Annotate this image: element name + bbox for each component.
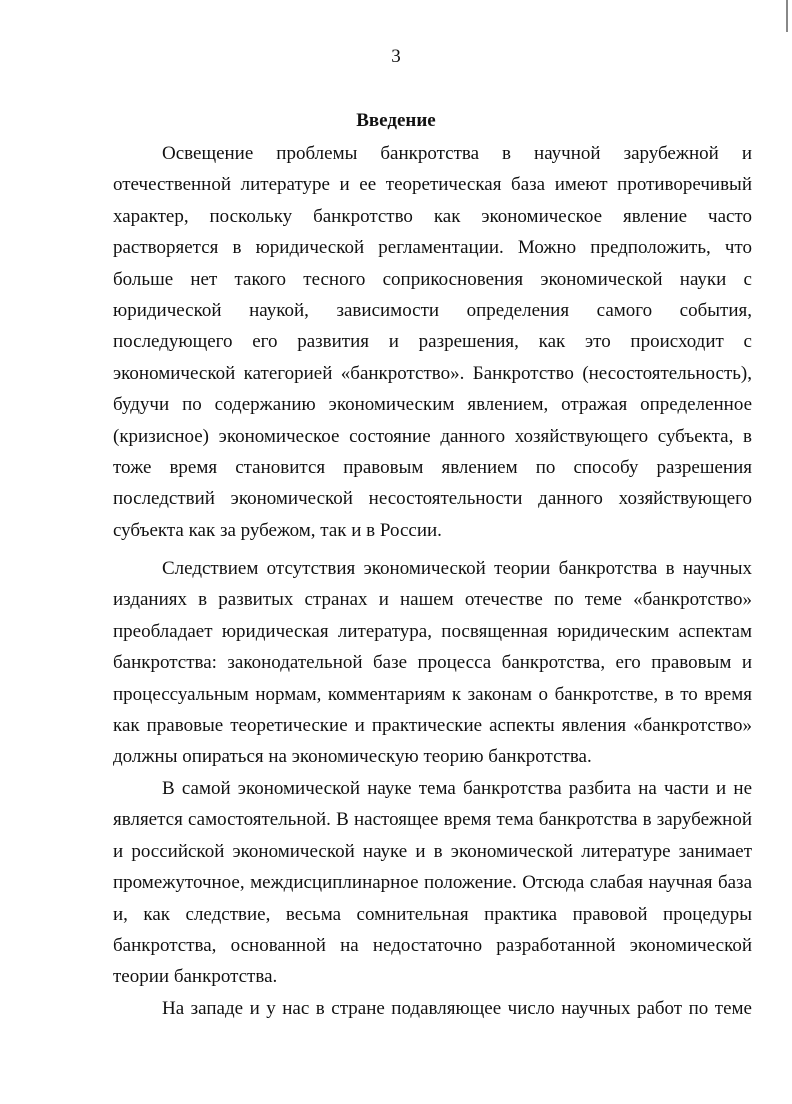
paragraph-3-line: теории банкротства. xyxy=(113,966,278,988)
paragraph-1-line: больше нет такого тесного соприкосновения экономической науки с xyxy=(113,268,752,290)
paragraph-3-line: и, как следствие, весьма сомнительная практика правовой процедуры xyxy=(113,903,752,925)
paragraph-1-line: последствий экономической несостоятельности данного хозяйствующего xyxy=(113,488,752,510)
paragraph-1-line: тоже время становится правовым явлением по способу разрешения xyxy=(113,457,752,478)
paragraph-2-line: изданиях в развитых странах и нашем отечестве по теме «банкротство» xyxy=(113,589,752,611)
paragraph-2-line: как правовые теоретические и практические аспекты явления «банкротство» xyxy=(113,715,752,736)
paragraph-1-line: отечественной литературе и ее теоретическая база имеют противоречивый xyxy=(113,174,752,196)
paragraph-1-line: Освещение проблемы банкротства в научной зарубежной и xyxy=(162,143,752,164)
paragraph-1-line: растворяется в юридической регламентации. Можно предположить, что xyxy=(113,237,752,259)
paragraph-2-line: должны опираться на экономическую теорию банкротства. xyxy=(113,746,592,768)
paragraph-3-line: промежуточное, междисциплинарное положение. Отсюда слабая научная база xyxy=(113,872,752,894)
paragraph-4-line: На западе и у нас в стране подавляющее число научных работ по теме xyxy=(162,998,752,1019)
paragraph-1-line: характер, поскольку банкротство как экономическое явление часто xyxy=(113,205,752,227)
paragraph-1-line: последующего его развития и разрешения, как это происходит с xyxy=(113,331,752,353)
paragraph-2-line: Следствием отсутствия экономической теории банкротства в научных xyxy=(162,558,752,579)
paragraph-3-line: и российской экономической науке и в экономической литературе занимает xyxy=(113,840,752,862)
paragraph-1-line: (кризисное) экономическое состояние данного хозяйствующего субъекта, в xyxy=(113,425,752,447)
section-title: Введение xyxy=(356,110,436,131)
paragraph-3-line: В самой экономической науке тема банкротства разбита на части и не xyxy=(162,778,752,799)
paragraph-3-line: банкротства, основанной на недостаточно разработанной экономической xyxy=(113,935,752,956)
paragraph-2-line: процессуальным нормам, комментариям к законам о банкротстве, в то время xyxy=(113,683,752,705)
paragraph-1-line: субъекта как за рубежом, так и в России. xyxy=(113,519,442,541)
paragraph-1-line: будучи по содержанию экономическим явлением, отражая определенное xyxy=(113,394,752,416)
page-number: 3 xyxy=(391,46,401,67)
paragraph-1-line: экономической категорией «банкротство». Банкротство (несостоятельность), xyxy=(113,362,752,384)
paragraph-1-line: юридической наукой, зависимости определения самого события, xyxy=(113,300,752,321)
paragraph-2-line: банкротства: законодательной базе процесса банкротства, его правовым и xyxy=(113,652,752,674)
paragraph-2-line: преобладает юридическая литература, посвященная юридическим аспектам xyxy=(113,620,752,642)
paragraph-3-line: является самостоятельной. В настоящее время тема банкротства в зарубежной xyxy=(113,809,752,831)
page-edge-divider xyxy=(786,0,788,32)
